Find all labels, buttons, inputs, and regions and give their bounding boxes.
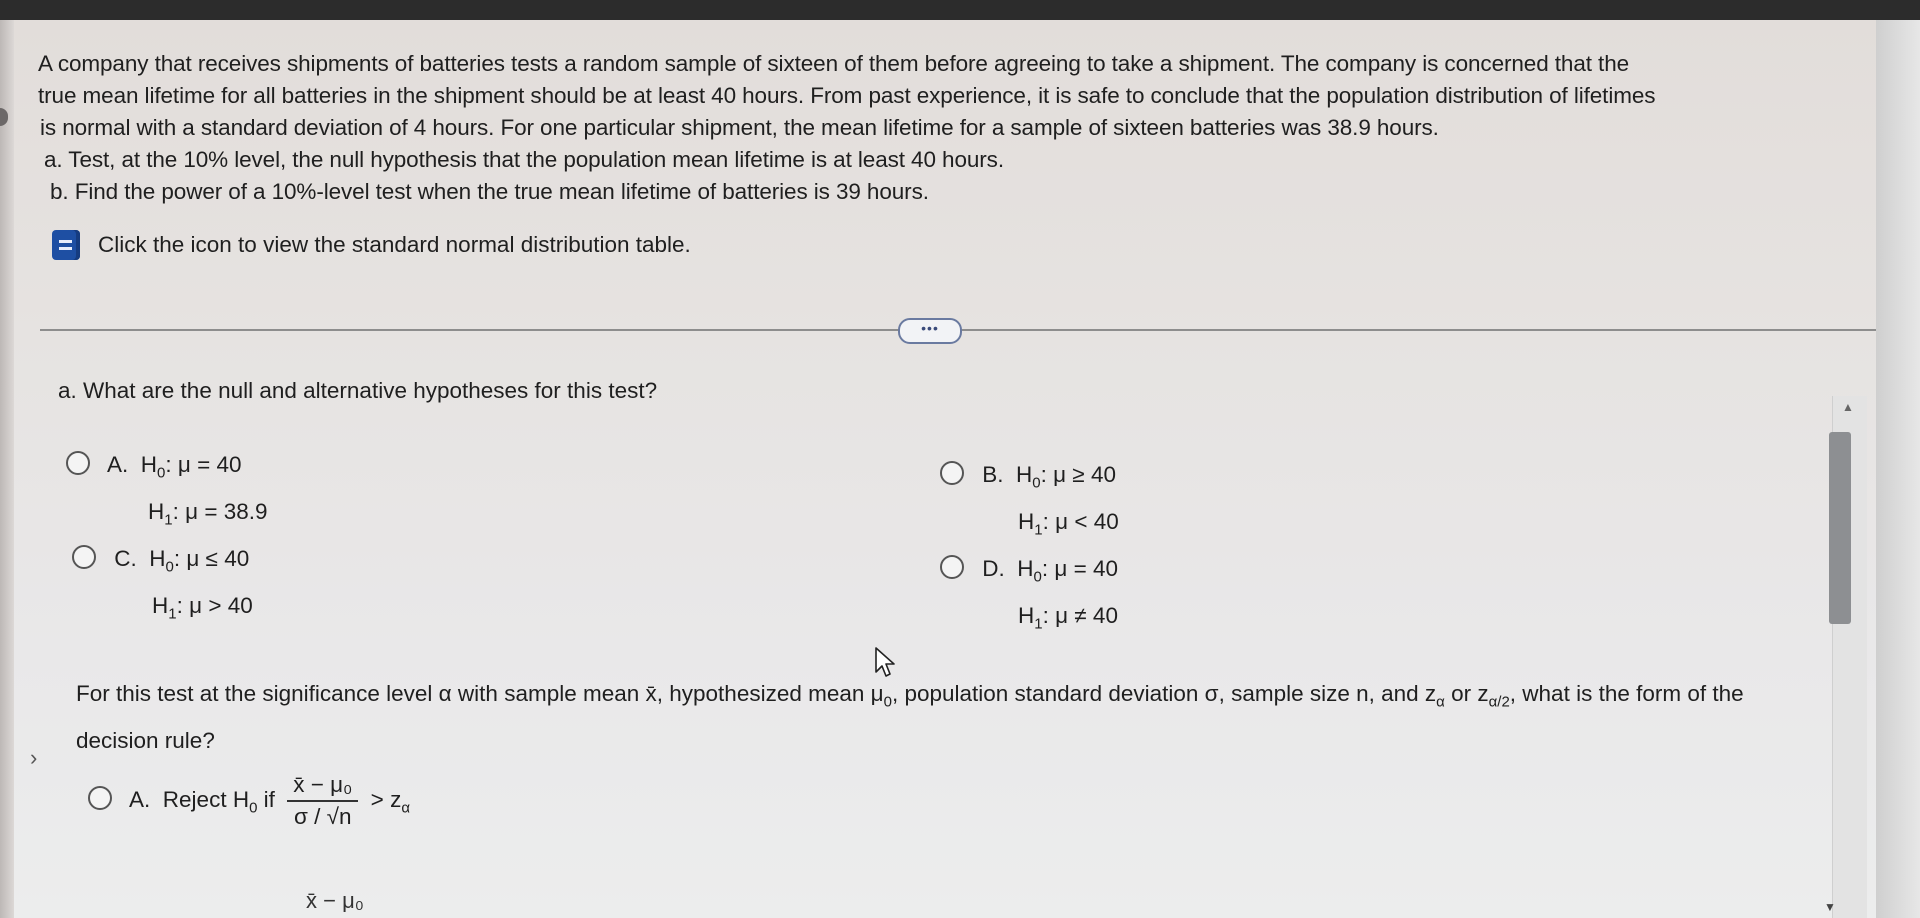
scroll-down-arrow-icon[interactable]: ▼ — [1824, 900, 1836, 914]
rule-text-2: , population standard deviation σ, sample size n, and z — [891, 681, 1437, 706]
h1-label: H — [152, 592, 169, 618]
reject-text: Reject H — [162, 786, 250, 812]
chevron-right-icon[interactable]: › — [30, 745, 38, 770]
table-link-text: Click the icon to view the standard normal distribution table. — [98, 232, 691, 257]
reject-subscript: 0 — [249, 799, 258, 817]
problem-statement — [38, 48, 1898, 208]
table-link-row[interactable] — [52, 230, 691, 260]
h0-subscript: 0 — [1033, 568, 1042, 586]
rule-text-3: or z — [1444, 681, 1489, 706]
rule-text-4: , what is the form of the decision rule? — [76, 681, 1744, 753]
option-letter: B. — [982, 462, 1004, 487]
h0-value: μ ≥ 40 — [1053, 462, 1116, 487]
h1-value: μ > 40 — [189, 592, 253, 618]
fraction-numerator: x̄ − μ₀ — [287, 772, 358, 802]
option-letter: A. — [107, 452, 129, 477]
h1-label: H — [1018, 602, 1035, 628]
h0-value: μ ≤ 40 — [186, 546, 250, 571]
fraction-denominator: σ / √n — [294, 804, 352, 829]
option-letter: C. — [114, 546, 137, 571]
browser-top-bar — [0, 0, 1920, 20]
right-edge — [1876, 20, 1920, 918]
h1-value: μ = 38.9 — [185, 498, 268, 524]
left-edge — [0, 20, 14, 918]
h0-value: μ = 40 — [1054, 556, 1119, 581]
if-text: if — [257, 786, 275, 812]
h0-label: H — [149, 546, 166, 571]
comparison-subscript: α — [401, 799, 410, 817]
decision-option-a[interactable] — [88, 772, 410, 830]
rule-sub-alpha: α — [1436, 693, 1445, 711]
h1-subscript: 1 — [1034, 615, 1043, 632]
h0-label: H — [1017, 556, 1034, 581]
problem-part-b: b. Find the power of a 10%-level test when the true mean lifetime of batteries is 39 hours. — [50, 179, 929, 204]
rule-sub-0: 0 — [883, 693, 892, 711]
radio-button[interactable] — [72, 545, 96, 569]
rule-sub-alpha2: α/2 — [1488, 693, 1510, 711]
h0-subscript: 0 — [1032, 474, 1041, 492]
radio-button[interactable] — [66, 451, 90, 475]
h1-label: H — [1018, 508, 1035, 534]
comparison: > z — [370, 786, 402, 812]
option-c[interactable]: C. $H_0$: μ ≤ 40 $H_1$: μ > 40 — [72, 540, 253, 633]
h0-label: H — [1016, 462, 1033, 487]
h0-value: μ = 40 — [177, 452, 242, 477]
h0-label: H — [140, 452, 158, 477]
h1-subscript: 1 — [1034, 521, 1043, 538]
h1-value: μ < 40 — [1055, 508, 1119, 534]
radio-button[interactable] — [940, 555, 964, 579]
h1-subscript: 1 — [164, 511, 173, 528]
h1-value: μ ≠ 40 — [1055, 602, 1118, 628]
decision-rule-question — [76, 675, 1796, 760]
question-text: a. What are the null and alternative hypotheses for this test? — [58, 378, 658, 403]
scroll-up-arrow-icon[interactable]: ▲ — [1842, 400, 1854, 414]
radio-button[interactable] — [88, 786, 112, 810]
scrollbar-thumb[interactable] — [1829, 432, 1851, 624]
problem-part-a: a. Test, at the 10% level, the null hypothesis that the population mean lifetime is at least 40 hours. — [44, 147, 1004, 172]
h0-subscript: 0 — [157, 464, 166, 482]
problem-line-3: is normal with a standard deviation of 4 hours. For one particular shipment, the mean lifetime for a sample of sixteen batteries was 38.9 hours. — [40, 115, 1439, 140]
question-page — [0, 20, 1920, 918]
next-option-partial: x̄ − μ₀ — [306, 888, 364, 913]
test-statistic-fraction — [287, 772, 358, 830]
problem-line-2: true mean lifetime for all batteries in the shipment should be at least 40 hours. From past experience, it is safe to conclude that the population distribution of lifetimes — [38, 83, 1656, 108]
option-d[interactable]: D. $H_0$: μ = 40 $H_1$: μ ≠ 40 — [940, 550, 1118, 643]
table-book-icon[interactable] — [52, 230, 80, 260]
option-letter: A. — [129, 786, 151, 812]
rule-text-1: For this test at the significance level α with sample mean x̄, hypothesized mean μ — [76, 681, 884, 706]
problem-line-1: A company that receives shipments of batteries tests a random sample of sixteen of them before agreeing to take a shipment. The company is concerned that the — [38, 51, 1630, 76]
expand-more-button[interactable]: ••• — [898, 318, 962, 344]
option-letter: D. — [982, 556, 1005, 581]
option-a[interactable]: A. $H_0$: μ = 40 $H_1$: μ = 38.9 — [66, 446, 268, 539]
radio-button[interactable] — [940, 461, 964, 485]
h1-label: H — [148, 498, 165, 524]
option-b[interactable]: B. $H_0$: μ ≥ 40 $H_1$: μ < 40 — [940, 456, 1119, 549]
h0-subscript: 0 — [165, 558, 174, 576]
h1-subscript: 1 — [168, 605, 177, 622]
